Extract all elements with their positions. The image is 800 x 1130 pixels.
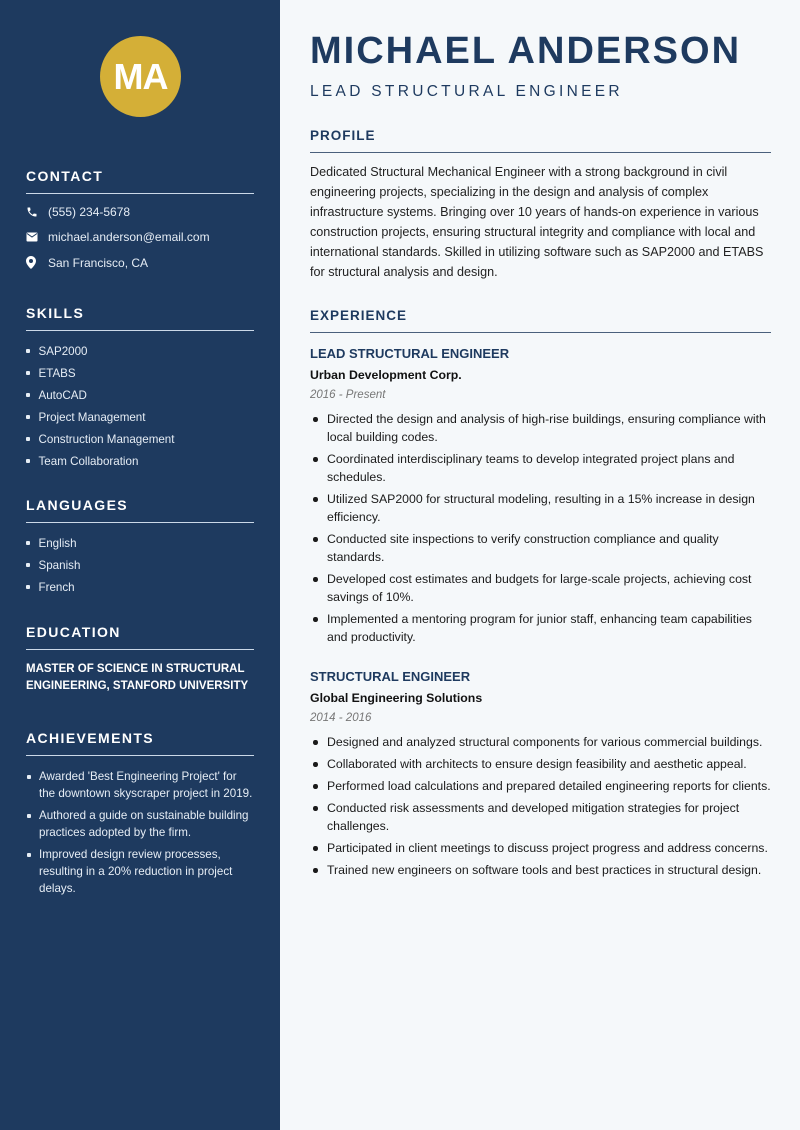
language-item: French (26, 576, 254, 598)
job-entry (310, 669, 771, 883)
achievement-item: Awarded 'Best Engineering Project' for the downtown skyscraper project in 2019. (26, 768, 254, 802)
job-entry (310, 346, 771, 650)
contact-location (26, 250, 254, 276)
skill-item: Project Management (26, 406, 254, 428)
job-bullet: Developed cost estimates and budgets for large-scale projects, achieving cost savings of 10%. (310, 570, 771, 606)
job-bullet: Collaborated with architects to ensure design feasibility and aesthetic appeal. (310, 755, 771, 773)
language-item: Spanish (26, 554, 254, 576)
languages-list (26, 532, 254, 598)
contact-email-text: michael.anderson@email.com (48, 230, 210, 245)
contact-location-text: San Francisco, CA (48, 255, 149, 270)
job-company: Global Engineering Solutions (310, 691, 483, 705)
language-item: English (26, 532, 254, 554)
skill-item: Construction Management (26, 428, 254, 450)
education-degree: MASTER OF SCIENCE IN STRUCTURAL ENGINEERING, STANFORD UNIVERSITY (26, 663, 249, 692)
job-bullet: Conducted risk assessments and developed mitigation strategies for project challenges. (310, 799, 771, 835)
sidebar (0, 0, 280, 1130)
achievements-section (26, 730, 254, 902)
achievement-item: Improved design review processes, resulting in a 20% reduction in project delays. (26, 846, 254, 897)
job-bullet: Designed and analyzed structural components for various commercial buildings. (310, 733, 771, 751)
contact-phone[interactable] (26, 199, 254, 225)
education-section (26, 624, 254, 695)
email-icon (26, 232, 48, 242)
skills-heading: SKILLS (26, 305, 254, 331)
avatar-initials: MA (113, 55, 168, 97)
contact-email[interactable] (26, 225, 254, 251)
profile-heading: PROFILE (310, 128, 771, 153)
candidate-title: LEAD STRUCTURAL ENGINEER (310, 83, 623, 100)
profile-text: Dedicated Structural Mechanical Engineer with a strong background in civil engineering projects, specializing in the design and analysis of complex infrastructure systems. Bringing over 10 years of hands-on experience in various construction projects, ensuring structural integrity and compliance with local and international standards. Skilled in utilizing software such as SAP2000 and ETABS for structural analysis and design. (310, 165, 764, 279)
contact-heading: CONTACT (26, 168, 254, 194)
job-dates: 2016 - Present (310, 389, 386, 401)
job-role: STRUCTURAL ENGINEER (310, 669, 471, 684)
skills-list (26, 340, 254, 472)
contact-phone-text: (555) 234-5678 (48, 204, 131, 219)
contact-section (26, 168, 254, 276)
job-bullet: Trained new engineers on software tools and best practices in structural design. (310, 861, 771, 879)
candidate-name: MICHAEL ANDERSON (310, 30, 742, 72)
experience-heading: EXPERIENCE (310, 308, 771, 333)
job-bullet: Conducted site inspections to verify construction compliance and quality standards. (310, 530, 771, 566)
skill-item: Team Collaboration (26, 450, 254, 472)
languages-heading: LANGUAGES (26, 497, 254, 523)
skill-item: ETABS (26, 362, 254, 384)
skill-item: SAP2000 (26, 340, 254, 362)
experience-section (310, 308, 771, 333)
job-company: Urban Development Corp. (310, 368, 462, 382)
achievements-list (26, 768, 254, 897)
job-dates: 2014 - 2016 (310, 712, 372, 724)
job-bullet: Performed load calculations and prepared detailed engineering reports for clients. (310, 777, 771, 795)
job-bullet: Directed the design and analysis of high-rise buildings, ensuring compliance with local building codes. (310, 410, 771, 446)
avatar (100, 36, 181, 117)
education-heading: EDUCATION (26, 624, 254, 650)
job-bullet: Coordinated interdisciplinary teams to develop integrated project plans and schedules. (310, 450, 771, 486)
skills-section (26, 305, 254, 472)
skill-item: AutoCAD (26, 384, 254, 406)
job-role: LEAD STRUCTURAL ENGINEER (310, 346, 510, 361)
job-bullet: Implemented a mentoring program for junior staff, enhancing team capabilities and productivity. (310, 610, 771, 646)
achievement-item: Authored a guide on sustainable building practices adopted by the firm. (26, 807, 254, 841)
location-pin-icon (26, 256, 48, 269)
profile-section (310, 128, 771, 282)
job-bullets (310, 410, 771, 646)
job-bullets (310, 733, 771, 879)
achievements-heading: ACHIEVEMENTS (26, 730, 254, 756)
job-bullet: Utilized SAP2000 for structural modeling, resulting in a 15% increase in design efficiency. (310, 490, 771, 526)
job-bullet: Participated in client meetings to discuss project progress and address concerns. (310, 839, 771, 857)
languages-section (26, 497, 254, 598)
phone-icon (26, 206, 48, 218)
